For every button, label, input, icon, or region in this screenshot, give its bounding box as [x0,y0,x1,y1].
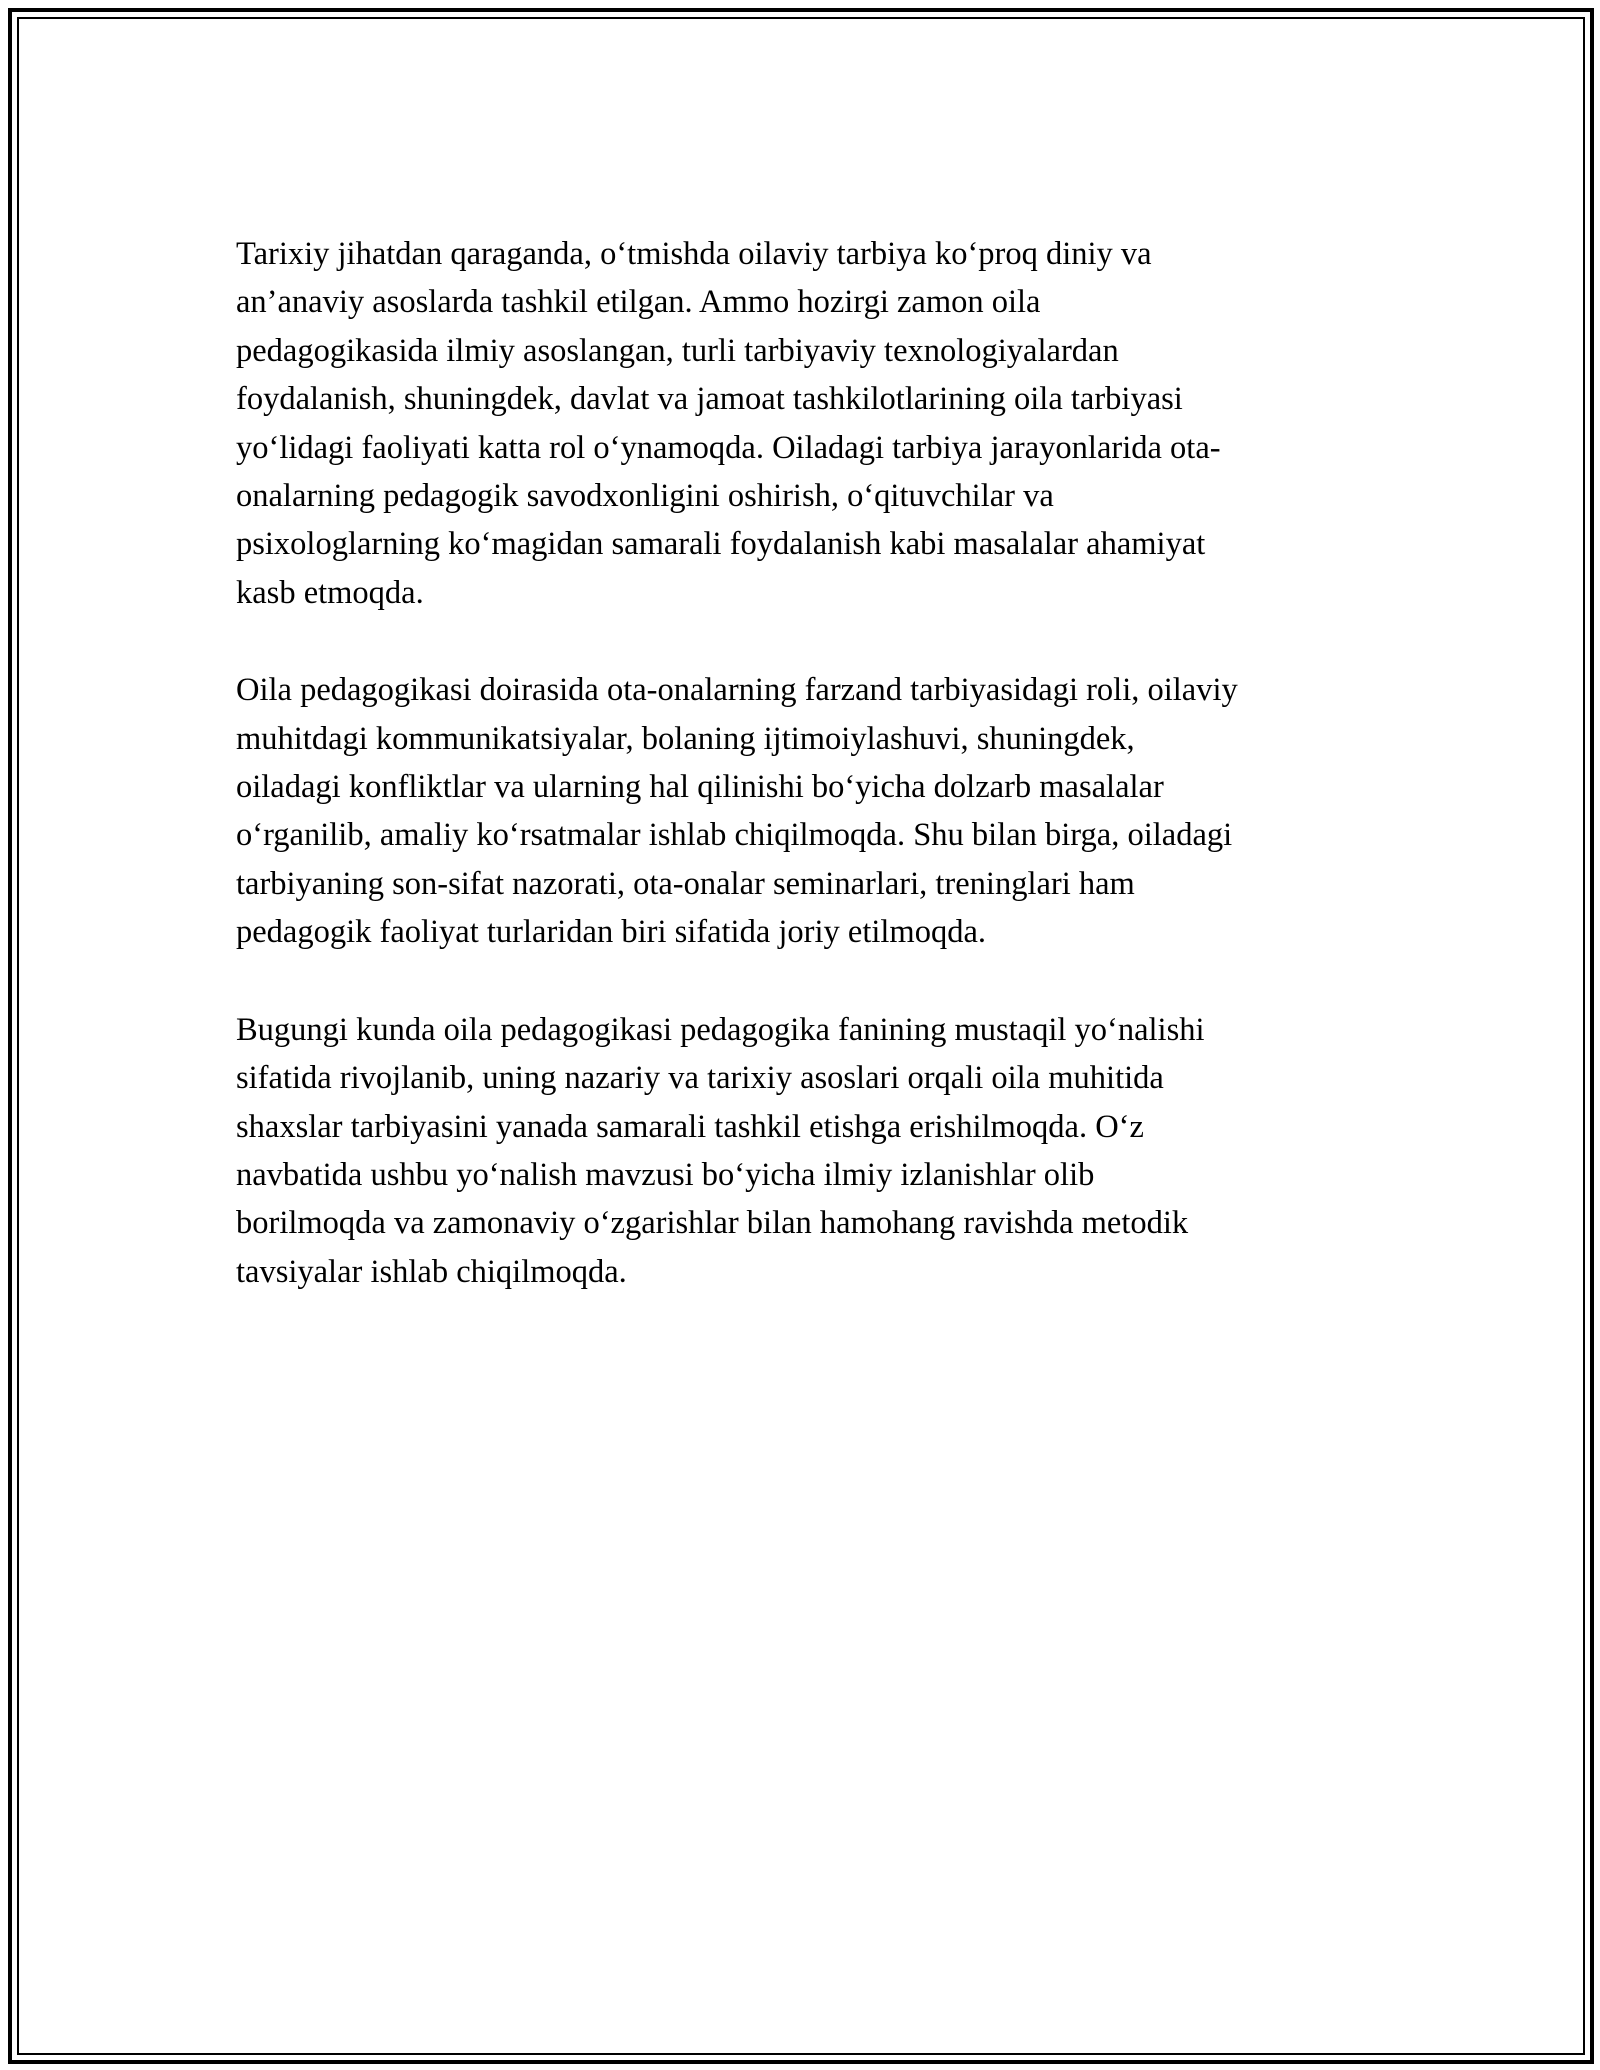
paragraph-2: Oila pedagogikasi doirasida ota-onalarning farzand tarbiyasidagi roli, oilaviy muhitdagi kommunikatsiyalar, bolaning ijtimoiylashuvi, shuningdek, oiladagi konfliktlar va ularning hal qilinishi bo‘yicha dolzarb masalalar o‘rganilib, amaliy ko‘rsatmalar ishlab chiqilmoqda. Shu bilan birga, oiladagi tarbiyaning son-sifat nazorati, ota-onalar seminarlari, treninglari ham pedagogik faoliyat turlaridan biri sifatida joriy etilmoqda. [236,672,1238,951]
paragraph-3: Bugungi kunda oila pedagogikasi pedagogika fanining mustaqil yo‘nalishi sifatida rivojlanib, uning nazariy va tarixiy asoslari orqali oila muhitida shaxslar tarbiyasini yanada samarali tashkil etishga erishilmoqda. O‘z navbatida ushbu yo‘nalish mavzusi bo‘yicha ilmiy izlanishlar olib borilmoqda va zamonaviy o‘zgarishlar bilan hamohang ravishda metodik tavsiyalar ishlab chiqilmoqda. [236,1011,1205,1290]
document-body [236,230,1386,1345]
paragraph-1: Tarixiy jihatdan qaraganda, o‘tmishda oilaviy tarbiya ko‘proq diniy va an’anaviy asoslarda tashkil etilgan. Ammo hozirgi zamon oila pedagogikasida ilmiy asoslangan, turli tarbiyaviy texnologiyalardan foydalanish, shuningdek, davlat va jamoat tashkilotlarining oila tarbiyasi yo‘lidagi faoliyati katta rol o‘ynamoqda. Oiladagi tarbiya jarayonlarida ota- onalarning pedagogik savodxonligini oshirish, o‘qituvchilar va psixologlarning ko‘magidan samarali foydalanish kabi masalalar ahamiyat kasb etmoqda. [236,236,1221,611]
